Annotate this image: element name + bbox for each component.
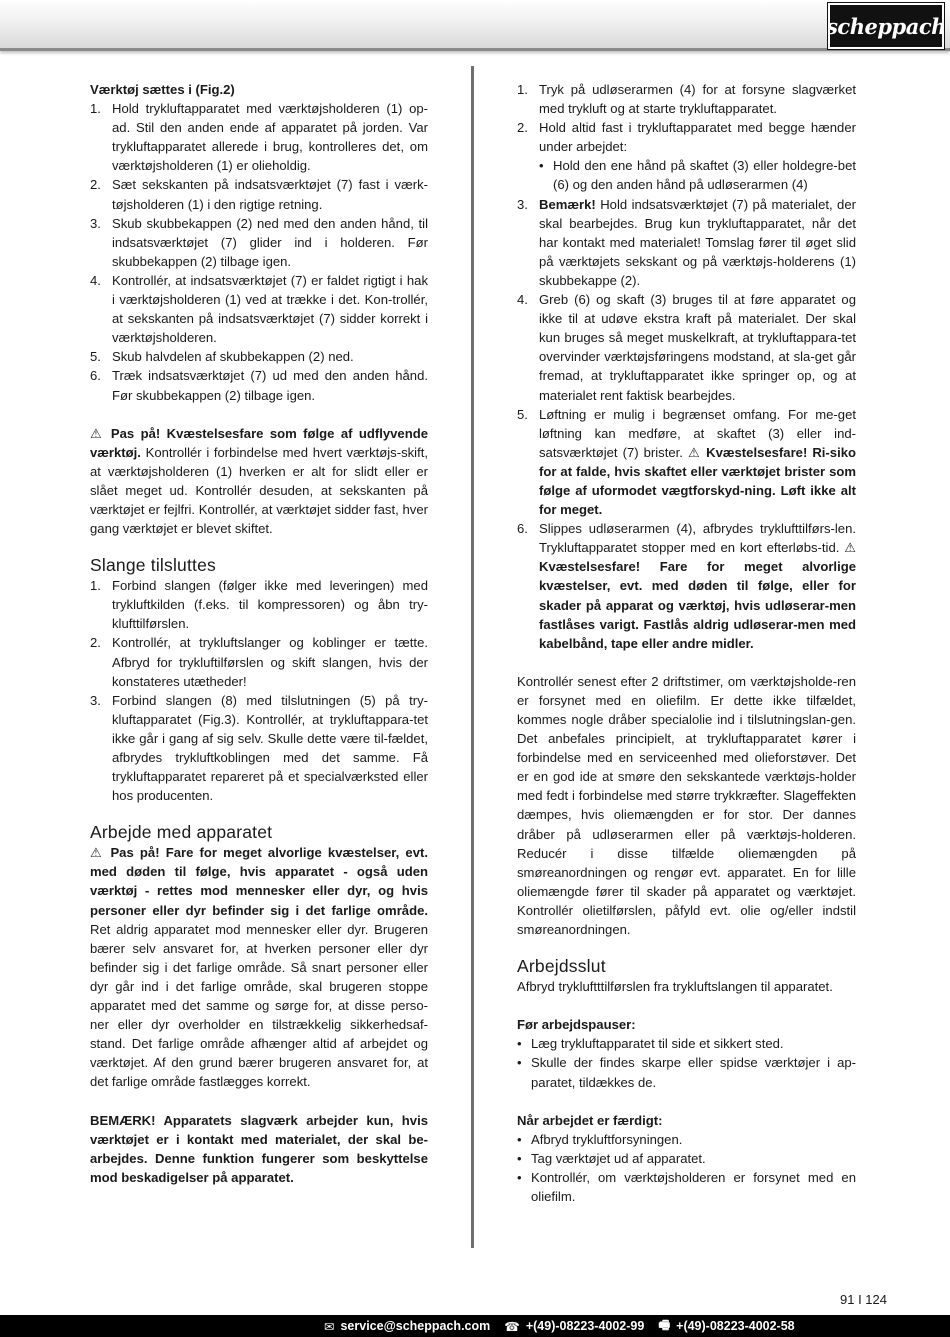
hose-steps — [90, 576, 428, 805]
bullet-icon: • — [517, 1150, 522, 1166]
column-divider — [471, 66, 474, 1248]
list-item — [517, 290, 856, 405]
fax-icon: 🖷 — [658, 1317, 671, 1332]
list-item — [90, 691, 428, 806]
step-text: Forbind slangen (8) med tilslutningen (5) på try-kluftapparatet (Fig.3). Kontrollér, at trykluftappara-tet ikke går i gang af sig selv. Skulle dette være til-fældet, afbrydes trykluftkoblingen med det samme. Få trykluftapparatet repareret på et specialværksted eller hos producenten. — [112, 692, 428, 804]
list-item — [517, 1149, 856, 1168]
list-item-text: Skulle der findes skarpe eller spidse værktøjer i ap-paratet, tildækkes de. — [531, 1055, 856, 1090]
tool-insert-heading: Værktøj sættes i (Fig.2) — [90, 82, 235, 97]
footer-bar — [0, 1315, 950, 1337]
step-number: 2. — [517, 120, 528, 136]
step-text: Sæt sekskanten på indsatsværktøjet (7) fast i værk-tøjsholderen (1) i den rigtige retning. — [112, 177, 428, 212]
section-heading-hose: Slange tilsluttes — [90, 555, 216, 576]
step-text: Slippes udløserarmen (4), afbrydes tryklufttilførs-len. Trykluftapparatet stopper med en kort efterløbs-tid. — [539, 521, 856, 556]
step-number: 6. — [517, 521, 528, 537]
step-number: 4. — [517, 292, 528, 308]
step-number: 3. — [517, 196, 528, 212]
mail-icon: ✉ — [324, 1319, 335, 1334]
step-text: Skub skubbekappen (2) ned med den anden hånd, til indsatsværktøjet (7) glider ind i holderen. Før skubbekappen (2) tilbage igen. — [112, 215, 428, 269]
footer-fax: +(49)-08223-4002-58 — [676, 1319, 795, 1333]
list-item-text: Afbryd trykluftforsyningen. — [531, 1131, 683, 1147]
warning-bold-text: Pas på! Fare for meget alvorlige kvæstelser, evt. med døden til følge, hvis apparatet - også uden værktøj - rettes mod mennesker eller dyr, og hvis personer eller dyr befinder sig i det farlige område. — [90, 845, 428, 918]
oil-check-paragraph: Kontrollér senest efter 2 driftstimer, om værktøjsholde-ren er forsynet med en oliefilm. Er dette ikke tilfældet, kommes nogle dråber specialolie ind i tilslutningslan-gen. Det anbefales principielt, at trykluftapparatet kører i forbindelse med en serviceenhed med olieforstøver. Det er en god ide at smøre den sekskantede værktøjs-holder med fedt i forbindelse med større trykkræfter. Slageffekten dæmpes, hvis oliemængden er for stor. Der dannes dråber på udløserarmen eller på værktøjs-holderen. Reducér i disse tilfælde oliemængden på smøreanordningen og rengør evt. apparatet. En for lille oliemængde fører til skader på apparatet og værktøjet. Kontrollér olietilførslen, påfyld evt. olie og/eller indstil smøreanordningen. — [517, 673, 856, 938]
footer-email[interactable]: service@scheppach.com — [340, 1319, 491, 1333]
operation-steps — [517, 80, 856, 653]
step-number: 5. — [517, 406, 528, 422]
list-item — [517, 156, 856, 194]
list-item-text: Kontrollér, om værktøjsholderen er forsynet med en oliefilm. — [531, 1169, 856, 1204]
bullet-icon: • — [517, 1131, 522, 1147]
step-number: 4. — [90, 272, 101, 288]
step-number: 6. — [90, 368, 101, 384]
list-item — [90, 633, 428, 690]
step-text: Kontrollér, at indsatsværktøjet (7) er faldet rigtigt i hak i værktøjsholderen (1) ved at trække i det. Kon-trollér, at sekskanten på indsatsværktøjet (7) sidder korrekt i værktøjsholderen. — [112, 272, 428, 346]
step-subtext: Hold den ene hånd på skaftet (3) eller holdegre-bet (6) og den anden hånd på udløserarmen (4) — [553, 158, 856, 193]
step-text: Løftning er mulig i begrænset omfang. For me-get løftning kan medføre, at skaftet (3) eller ind-satsværktøjet (7) brister. — [539, 406, 856, 460]
list-item — [517, 118, 856, 156]
tool-insert-steps — [90, 99, 428, 405]
pause-heading: Før arbejdspauser: — [517, 1017, 636, 1033]
step-text: Greb (6) og skaft (3) bruges til at føre apparatet og ikke til at udøve ekstra kraft på materialet. Der skal kun bruges så meget muskelkraft, at trykluftappara-tet overvinder værktøjsføringens modstand, at sla-get går fremad, at trykluftapparatet ikke springer op, og at materialet rent faktisk bearbejdes. — [539, 292, 856, 403]
list-item — [517, 1130, 856, 1149]
step-number: 2. — [90, 177, 101, 193]
warning-icon: ⚠ — [90, 425, 105, 441]
step-text: Forbind slangen (følger ikke med leveringen) med trykluftkilden (f.eks. til kompressoren) og åbn try-klufttilførslen. — [112, 578, 428, 632]
page-number: 91 I 124 — [840, 1292, 887, 1307]
step-number: 3. — [90, 692, 101, 708]
step-number: 1. — [90, 101, 101, 117]
list-item — [517, 1053, 856, 1091]
step-text: Hold trykluftapparatet med værktøjsholderen (1) op-ad. Stil den anden ende af apparatet på jorden. Var trykluftapparatet allerede i brug, kontrolleres det, om værktøjsholderen (1) er olieholdig. — [112, 101, 428, 174]
footer-phone: +(49)-08223-4002-99 — [525, 1319, 645, 1333]
list-item — [517, 519, 856, 653]
done-list — [517, 1130, 856, 1206]
warning-icon: ⚠ — [844, 540, 856, 556]
step-text: Træk indsatsværktøjet (7) ud med den anden hånd. Før skubbekappen (2) tilbage igen. — [112, 368, 428, 403]
step-number: 3. — [90, 215, 101, 231]
warning-flying-tool — [90, 424, 428, 539]
step-bold-text: Kvæstelsesfare! Ri-siko for at falde, hvis skaftet eller værktøjet brister som følge af uformodet vægtforskyd-ning. Løft ikke alt for meget. — [539, 444, 856, 518]
bullet-icon: • — [517, 1036, 522, 1052]
step-text: Tryk på udløserarmen (4) for at forsyne slagværket med trykluft og at starte trykluftapparatet. — [539, 82, 856, 117]
step-number: 2. — [90, 635, 101, 651]
done-heading: Når arbejdet er færdigt: — [517, 1112, 663, 1128]
note-impact-mechanism: BEMÆRK! Apparatets slagværk arbejder kun, hvis værktøjet er i kontakt med materialet, der skal be-arbejdes. Denne funktion fungerer som beskyttelse mod beskadigelser på apparatet. — [90, 1112, 428, 1185]
list-item — [517, 1168, 856, 1206]
step-number: 1. — [517, 82, 528, 97]
list-item — [90, 99, 428, 175]
brand-logo — [828, 3, 944, 49]
section-heading-work: Arbejde med apparatet — [90, 822, 273, 843]
step-text: Kontrollér, at trykluftslanger og koblinger er tætte. Afbryd for trykluftilførslen og skift slangen, hvis der konstateres utætheder! — [112, 635, 428, 689]
warning-icon: ⚠ — [687, 444, 702, 460]
warning-danger-zone — [90, 843, 428, 1091]
list-item-text: Læg trykluftapparatet til side et sikkert sted. — [531, 1036, 784, 1052]
list-item — [517, 405, 856, 520]
brand-logo-text: scheppach — [826, 13, 946, 39]
warning-bold-text: Pas på! Kvæstelsesfare som følge af udflyvende værktøj. — [90, 425, 428, 460]
step-bold-text: Kvæstelsesfare! Fare for meget alvorlige kvæstelser, evt. med døden til følge, eller for skader på apparat og værktøj, hvis udløserar-men fastlåses varigt. Fastlås aldrig udløserar-men med kabelbånd, tape eller andre midler. — [539, 559, 856, 651]
work-end-text: Afbryd trykluftttilførslen fra trykluftslangen til apparatet. — [517, 979, 833, 995]
right-column — [517, 80, 856, 1206]
list-item — [90, 175, 428, 213]
step-bold-text: Bemærk! — [539, 196, 596, 212]
bullet-icon: • — [517, 1055, 522, 1071]
step-text: Skub halvdelen af skubbekappen (2) ned. — [112, 349, 354, 365]
warning-icon: ⚠ — [90, 845, 105, 861]
header-band — [0, 0, 950, 51]
bullet-icon: • — [539, 158, 544, 174]
telephone-icon: ☎ — [504, 1319, 520, 1334]
section-heading-work-end: Arbejdsslut — [517, 956, 606, 977]
step-number: 5. — [90, 349, 101, 365]
step-number: 1. — [90, 578, 101, 594]
left-column — [90, 80, 428, 1187]
step-text: Hold altid fast i trykluftapparatet med begge hænder under arbejdet: — [539, 120, 856, 155]
list-item — [517, 195, 856, 290]
list-item — [517, 80, 856, 118]
list-item-text: Tag værktøjet ud af apparatet. — [531, 1150, 706, 1166]
list-item — [90, 214, 428, 271]
warning-body-text: Kontrollér i forbindelse med hvert værktøjs-skift, at værktøjsholderen (1) hverken er alt for slidt eller er slået meget ud. Kontrollér desuden, at sekskanten på værktøjet er fejlfri. Kontrollér, at værktøjet sidder fast, hver gang værktøjet er blevet skiftet. — [90, 444, 428, 537]
warning-body-text: Ret aldrig apparatet mod mennesker eller dyr. Brugeren bærer selv ansvaret for, at hverken personer eller dyr befinder sig i det farlige område. Så snart personer eller dyr går ind i det farlige område, skal brugeren stoppe apparatet med det samme og sørge for, at disse perso-ner eller dyr overholder en tilstrækkelig sikkerhedsaf-stand. Det farlige område afhænger altid af arbejdet og værktøjet. Af den grund bærer brugeren ansvaret for, at det farlige område fastlægges korrekt. — [90, 921, 428, 1090]
list-item — [90, 271, 428, 347]
list-item — [90, 366, 428, 404]
list-item — [90, 576, 428, 633]
bullet-icon: • — [517, 1169, 522, 1185]
list-item — [90, 347, 428, 366]
list-item — [517, 1034, 856, 1053]
step-text: Hold indsatsværktøjet (7) på materialet, der skal bearbejdes. Brug kun trykluftapparatet, når det har kontakt med materialet! Tomslag fører til øget slid på værktøjets sekskant og på værktøjs-holderens (1) skubbekappe (2). — [539, 196, 856, 288]
pause-list — [517, 1034, 856, 1091]
